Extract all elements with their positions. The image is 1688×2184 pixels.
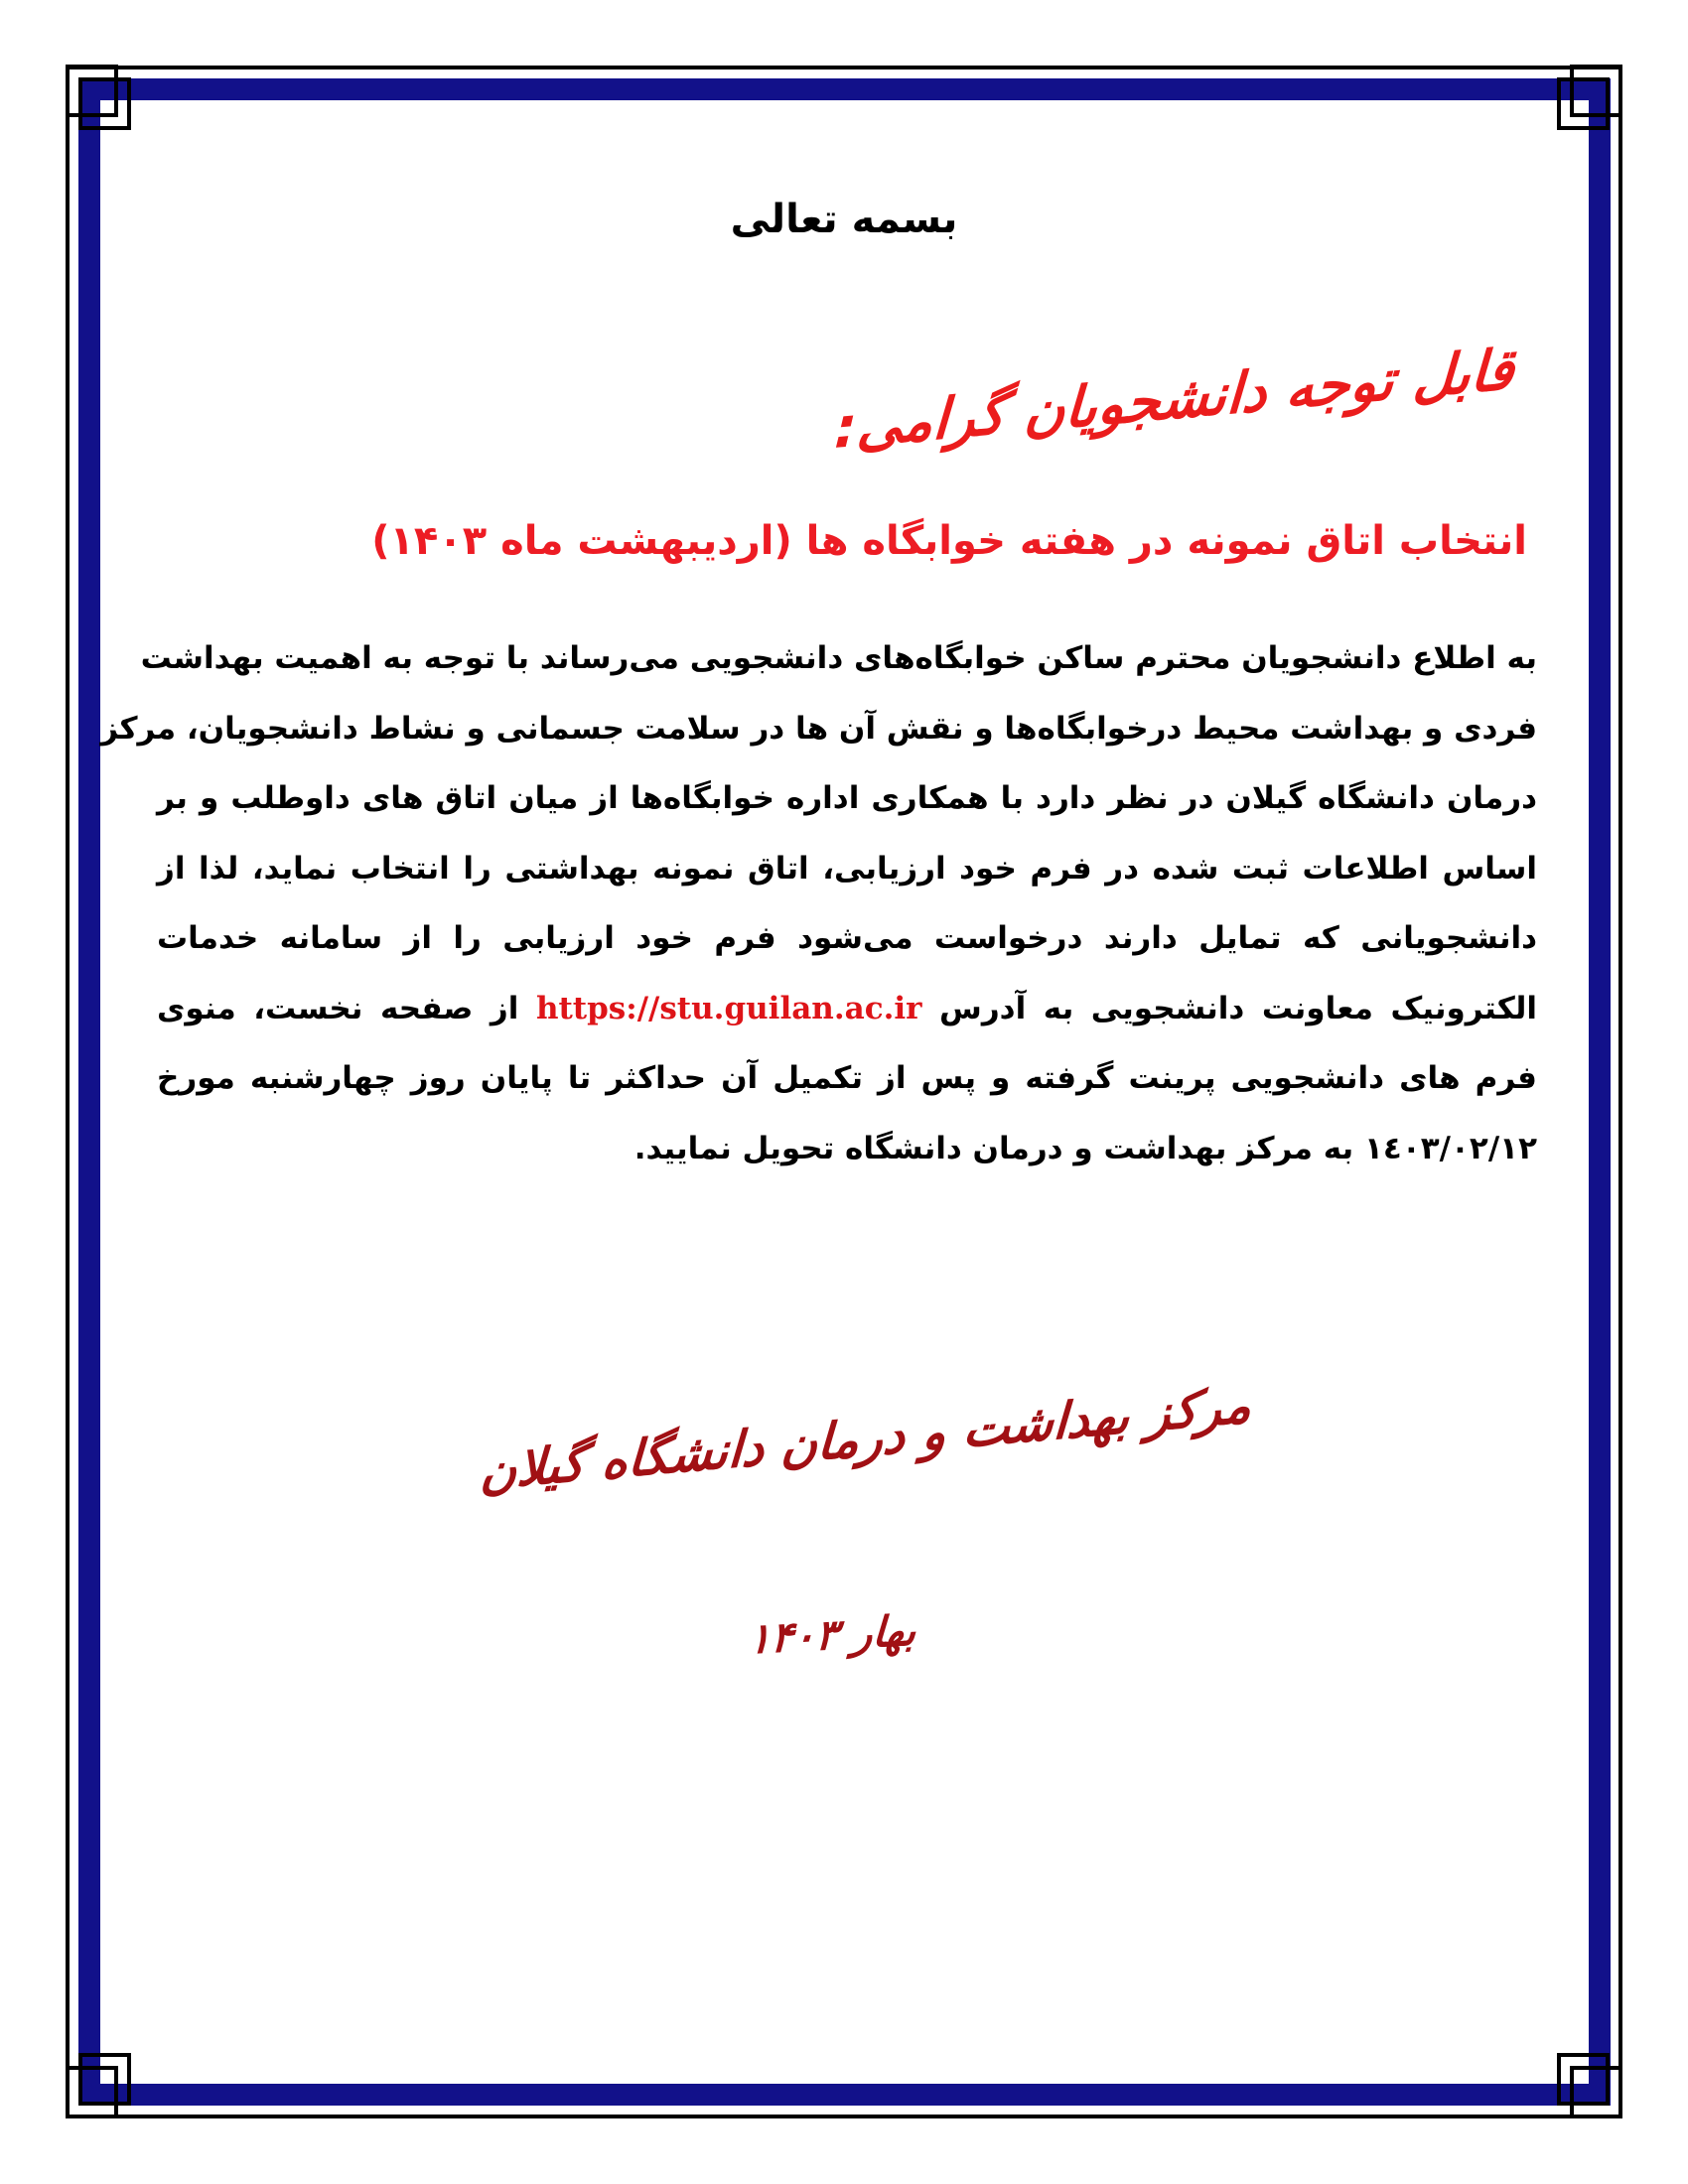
body-line: درمان دانشگاه گیلان در نظر دارد با همکاری اداره خوابگاه‌ها از میان اتاق های داوطلب و بر	[157, 780, 1537, 816]
body-line: به اطلاع دانشجویان محترم ساکن خوابگاه‌های دانشجویی می‌رساند با توجه به اهمیت بهداشت	[140, 640, 1537, 676]
corner-knot-bottom-right-inner	[1557, 2053, 1610, 2106]
body-line: ١٤٠٣/٠٢/١٢ به مرکز بهداشت و درمان دانشگاه تحویل نمایید.	[633, 1130, 1537, 1166]
portal-url-link[interactable]: https://stu.guilan.ac.ir	[535, 990, 922, 1026]
announcement-heading: انتخاب اتاق نمونه در هفته خوابگاه ها (اردیبهشت ماه ۱۴۰۳)	[371, 518, 1527, 564]
body-line: فردی و بهداشت محیط درخوابگاه‌ها و نقش آن ها در سلامت جسمانی و نشاط دانشجویان، مرکز	[100, 710, 1537, 747]
link-line-before: الکترونیک معاونت دانشجویی به آدرس	[921, 990, 1538, 1026]
signature-health-center: مرکز بهداشت و درمان دانشگاه گیلان	[479, 1375, 1253, 1502]
calligraphic-attention-title: قابل توجه دانشجویان گرامی:	[833, 337, 1516, 463]
body-line: اساس اطلاعات ثبت شده در فرم خود ارزیابی، اتاق نمونه بهداشتی را انتخاب نماید، لذا از	[157, 850, 1537, 887]
body-line: دانشجویانی که تمایل دارند درخواست می‌شود فرم خود ارزیابی را از سامانه خدمات	[157, 920, 1537, 956]
body-line: فرم های دانشجویی پرینت گرفته و پس از تکمیل آن حداکثر تا پایان روز چهارشنبه مورخ	[157, 1060, 1537, 1096]
season-date: بهار ۱۴۰۳	[747, 1605, 917, 1664]
corner-knot-top-right-inner	[1557, 77, 1610, 130]
corner-knot-top-left-inner	[78, 77, 131, 130]
body-line-with-link	[157, 974, 1537, 1044]
link-line-after: از صفحه نخست، منوی	[157, 990, 536, 1026]
announcement-body	[100, 623, 1538, 1183]
corner-knot-bottom-left-inner	[78, 2053, 131, 2106]
besmele-header: بسمه تعالی	[730, 197, 958, 242]
